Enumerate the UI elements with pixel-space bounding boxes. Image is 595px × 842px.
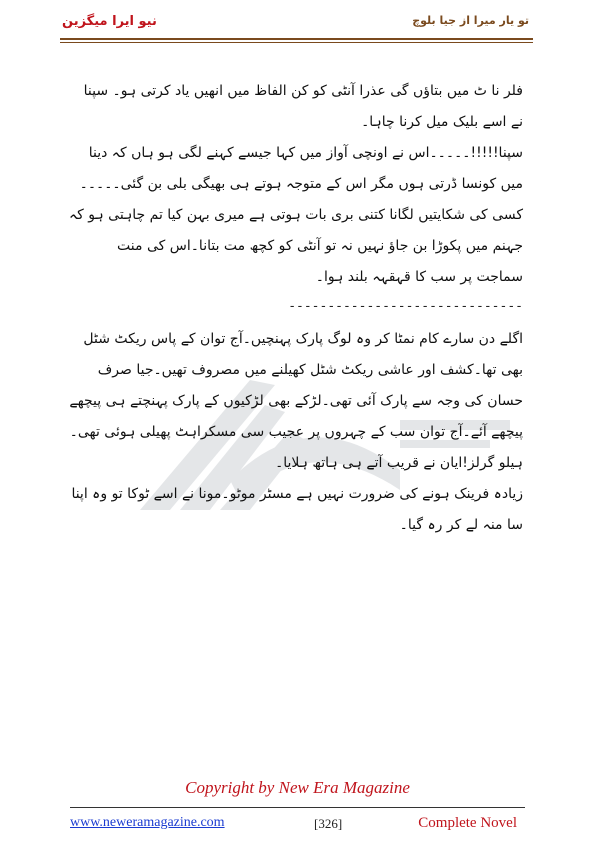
- footer-divider: [70, 807, 525, 808]
- section-separator: ------------------------------: [288, 299, 523, 314]
- paragraph: زیادہ فرینک ہونے کی ضرورت نہیں ہے مسٹر موٹو۔مونا نے اسے ٹوکا تو وہ اپنا سا منہ لے کر رہ گیا۔: [71, 486, 523, 533]
- paragraph: فلر نا ٹ میں بتاؤں گی عذرا آنٹی کو کن الفاظ میں انھیں یاد کرتی ہو۔ سپنا نے اسے بلیک میل کرنا چاہا۔: [83, 83, 523, 130]
- header-divider: [60, 38, 533, 40]
- copyright-notice: Copyright by New Era Magazine: [185, 778, 410, 797]
- header-divider-thin: [60, 42, 533, 43]
- magazine-name: نیو ایرا میگزین: [62, 14, 157, 29]
- paragraph: سپنا!!!!!۔۔۔۔۔اس نے اونچی آواز میں کہا جیسے کہنے لگی ہو ہاں کہ دینا میں کونسا ڈرتی ہوں مگر اس کے متوجہ ہوتے ہی بھیگی بلی بن گئی۔۔۔۔۔کسی کی شکایتیں لگانا کتنی بری بات ہوتی ہے میری بہن کیا تم چاہتی ہو کہ جہنم میں پکوڑا بن جاؤ نہیں نہ تو آنٹی کو کچھ مت بتانا۔اس کی منت سماجت پر سب کا قہقہہ بلند ہوا۔: [68, 145, 523, 285]
- page-number: [326]: [314, 816, 343, 831]
- article-body: [68, 76, 523, 541]
- novel-title-author: تو یار میرا از جیا بلوچ: [412, 14, 529, 27]
- category-label: Complete Novel: [418, 815, 517, 831]
- website-link[interactable]: www.neweramagazine.com: [70, 815, 225, 830]
- paragraph: اگلے دن سارے کام نمٹا کر وہ لوگ پارک پہنچیں۔آج توان کے پاس ریکٹ شٹل بھی تھا۔کشف اور عاشی ریکٹ شٹل کھیلنے میں مصروف تھیں۔جیا صرف حسان کی وجہ سے پارک آئی تھی۔لڑکے بھی لڑکیوں کے پارک پہنچتے ہی پیچھے پیچھے آئے۔آج توان سب کے چہروں پر عجیب سی مسکراہٹ پھیلی ہوئی تھی۔: [69, 331, 523, 440]
- paragraph: ہیلو گرلز!ایان نے قریب آتے ہی ہاتھ ہلایا۔: [275, 455, 523, 471]
